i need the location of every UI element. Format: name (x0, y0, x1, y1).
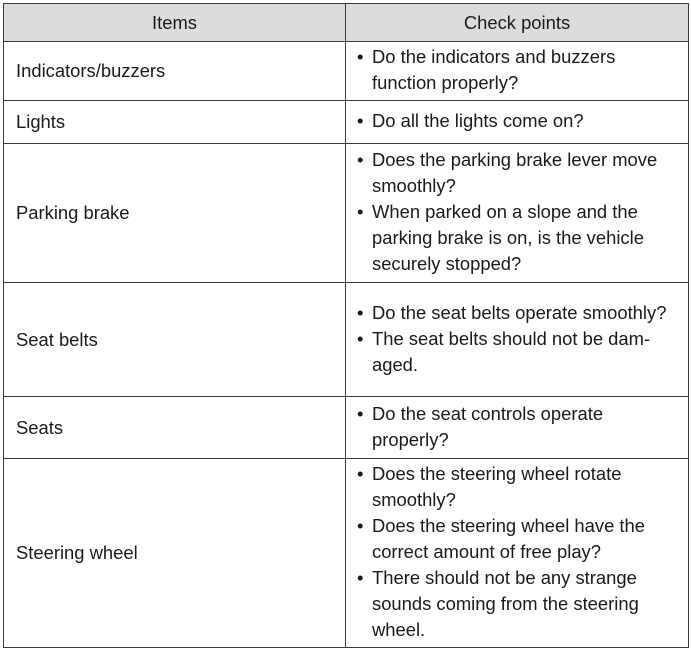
check-point: • Do the seat belts operate smoothly? (356, 300, 682, 326)
check-table-wrapper (3, 3, 689, 648)
check-point: • Do the seat controls operate properly? (356, 401, 682, 453)
check-point: • There should not be any strange sounds coming from the steering wheel. (356, 565, 682, 643)
table-row-seat-belts (4, 283, 689, 397)
check-points-cell (346, 283, 689, 397)
check-points-list (356, 108, 682, 134)
check-points-list (356, 461, 682, 643)
check-point: • Do the indicators and buzzers function properly? (356, 44, 682, 96)
check-points-cell (346, 42, 689, 101)
header-row (4, 4, 689, 42)
table-row-indicators-buzzers (4, 42, 689, 101)
check-points-cell (346, 459, 689, 648)
check-point: • The seat belts should not be dam-aged. (356, 326, 682, 378)
check-points-list (356, 44, 682, 96)
check-points-cell (346, 397, 689, 459)
check-points-list (356, 300, 682, 378)
table-row-lights (4, 101, 689, 144)
check-point: • Does the steering wheel rotate smoothly? (356, 461, 682, 513)
item-cell: Steering wheel (4, 459, 346, 648)
check-points-table (3, 3, 689, 648)
check-points-cell (346, 101, 689, 144)
check-points-list (356, 147, 682, 277)
header-items: Items (4, 4, 346, 42)
table-row-seats (4, 397, 689, 459)
check-point: • Does the parking brake lever move smoothly? (356, 147, 682, 199)
check-points-cell (346, 144, 689, 283)
check-point: • When parked on a slope and the parking brake is on, is the vehicle securely stopped? (356, 199, 682, 277)
table-row-parking-brake (4, 144, 689, 283)
item-cell: Indicators/buzzers (4, 42, 346, 101)
item-cell: Seat belts (4, 283, 346, 397)
item-cell: Lights (4, 101, 346, 144)
table-row-steering-wheel (4, 459, 689, 648)
item-cell: Parking brake (4, 144, 346, 283)
header-check-points: Check points (346, 4, 689, 42)
check-point: • Do all the lights come on? (356, 108, 682, 134)
check-points-list (356, 401, 682, 453)
check-point: • Does the steering wheel have the correct amount of free play? (356, 513, 682, 565)
item-cell: Seats (4, 397, 346, 459)
